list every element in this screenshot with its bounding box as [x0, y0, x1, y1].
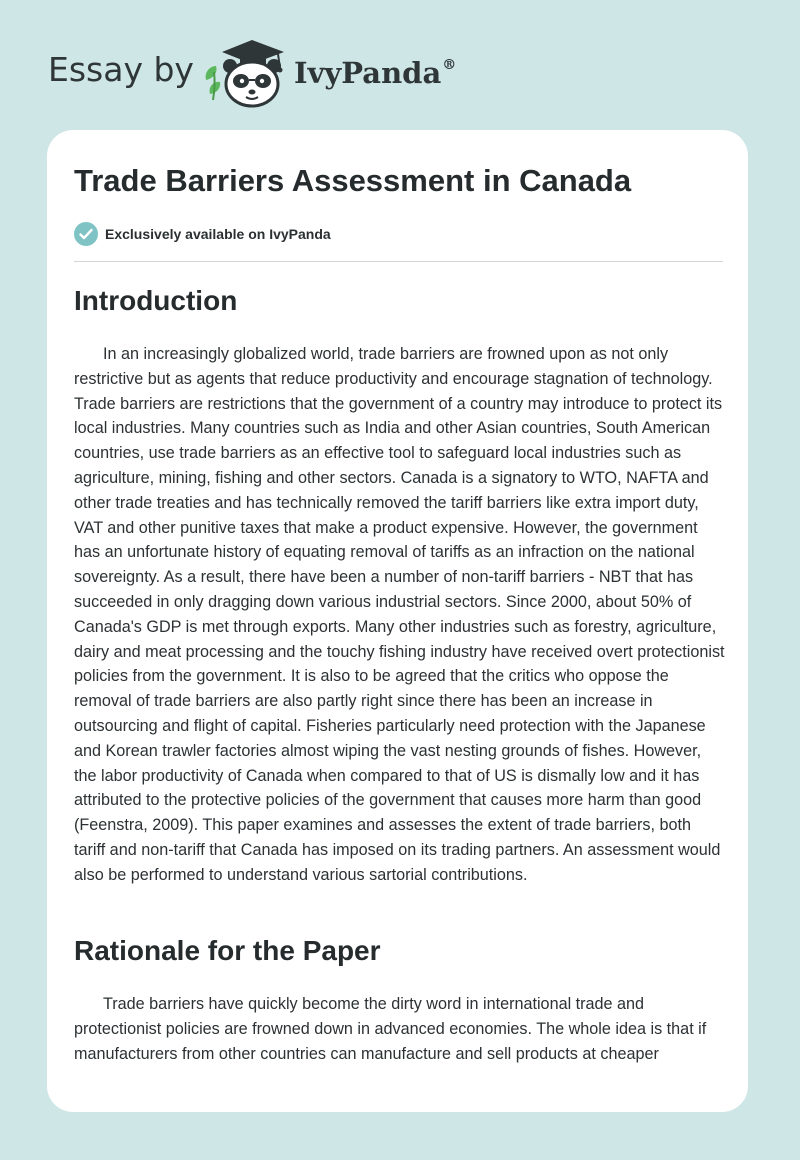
panda-logo-icon[interactable]: [200, 34, 290, 108]
title-divider: [74, 261, 723, 262]
site-header: [0, 0, 800, 125]
rationale-paragraph: Trade barriers have quickly become the dirty word in international trade and protectionist policies are frowned down in advanced economies. The whole idea is that if manufacturers from other countries can manufacture and sell products at cheaper: [74, 995, 707, 1063]
section-heading-introduction: Introduction: [74, 285, 238, 316]
brand-name[interactable]: IvyPanda®: [294, 56, 457, 90]
exclusive-badge: [74, 221, 331, 247]
article-card: [47, 130, 748, 1112]
introduction-paragraph: In an increasingly globalized world, trade barriers are frowned upon as not only restrictive but as agents that reduce productivity and encourage stagnation of technology. Trade barriers are restrictions that the government of a country may introduce to protect its local industries. Many countries such as India and other Asian countries, South American countries, use trade barriers as an effective tool to safeguard local industries such as agriculture, mining, fishing and other sectors. Canada is a signatory to WTO, NAFTA and other trade treaties and has technically removed the tariff barriers like extra import duty, VAT and other punitive taxes that make a product expensive. However, the government has an unfortunate history of equating removal of tariffs as an infraction on the national sovereignty. As a result, there have been a number of non-tariff barriers - NBT that has succeeded in only dragging down various industrial sectors. Since 2000, about 50% of Canada's GDP is met through exports. Many other industries such as forestry, agriculture, dairy and meat processing and the touchy fishing industry have received overt protectionist policies from the government. It is also to be agreed that the critics who oppose the removal of trade barriers are also partly right since there has been an increase in outsourcing and flight of capital. Fisheries particularly need protection with the Japanese and Korean trawler factories almost wiping the vast nesting grounds of fishes. However, the labor productivity of Canada when compared to that of US is dismally low and it has attributed to the protective policies of the government that causes more harm than good (Feenstra, 2009). This paper examines and assesses the extent of trade barriers, both tariff and non-tariff that Canada has imposed on its trading partners. An assessment would also be performed to understand various sartorial contributions.: [74, 345, 725, 884]
section-heading-rationale: Rationale for the Paper: [74, 935, 381, 966]
check-icon: [74, 222, 98, 246]
essay-by-label: Essay by: [48, 50, 194, 89]
exclusive-badge-label: Exclusively available on IvyPanda: [105, 226, 331, 242]
page-title: Trade Barriers Assessment in Canada: [74, 163, 632, 198]
